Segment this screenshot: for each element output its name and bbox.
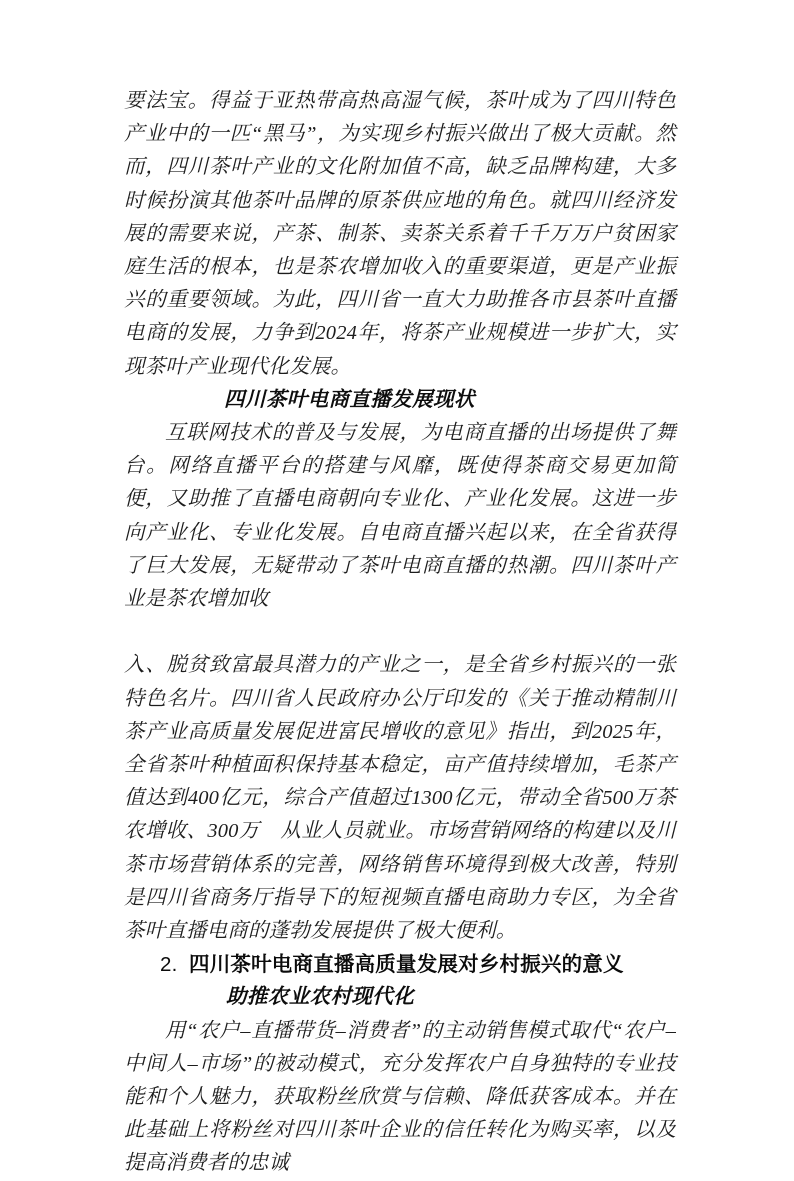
paragraph-internet-livestream-development: 互联网技术的普及与发展，为电商直播的出场提供了舞台。网络直播平台的搭建与风靡，既使得茶商交易更加简便，又助推了直播电商朝向专业化、产业化发展。这进一步向产业化、专业化发展。自电商直播兴起以来，在全省获得了巨大发展，无疑带动了茶叶电商直播的热潮。四川茶叶产业是茶农增加收 [124, 422, 676, 611]
paragraph-spacer [124, 616, 676, 649]
document-text-column [124, 85, 676, 1181]
heading-numbered-significance [124, 948, 676, 981]
paragraph-continuation-tea-industry: 要法宝。得益于亚热带高热高湿气候，茶叶成为了四川特色产业中的一匹“黑马”，为实现乡村振兴做出了极大贡献。然而，四川茶叶产业的文化附加值不高，缺乏品牌构建，大多时候扮演其他茶叶品牌的原茶供应地的角色。就四川经济发展的需要来说，产茶、制茶、卖茶关系着千千万万户贫困家庭生活的根本，也是茶农增加收入的重要渠道，更是产业振兴的重要领域。为此，四川省一直大力助推各市县茶叶直播电商的发展，力争到2024年，将茶产业规模进一步扩大，实现茶叶产业现代化发展。 [124, 90, 676, 378]
paragraph-farmer-livestream-model: 用“农户–直播带货–消费者”的主动销售模式取代“农户–中间人–市场”的被动模式，充分发挥农户自身独特的专业技能和个人魅力，获取粉丝欣赏与信赖、降低获客成本。并在此基础上将粉丝对四川茶叶企业的信任转化为购买率，以及提高消费者的忠诚 [124, 1019, 676, 1175]
heading-number: 2. [160, 953, 178, 977]
heading-live-commerce-status: 四川茶叶电商直播发展现状 [224, 388, 475, 411]
heading-agricultural-modernization: 助推农业农村现代化 [226, 986, 415, 1009]
heading-number-label: 四川茶叶电商直播高质量发展对乡村振兴的意义 [189, 953, 624, 977]
paragraph-policy-targets: 入、脱贫致富最具潜力的产业之一，是全省乡村振兴的一张特色名片。四川省人民政府办公厅印发的《关于推动精制川茶产业高质量发展促进富民增收的意见》指出，到2025年，全省茶叶种植面积保持基本稳定，亩产值持续增加，毛茶产值达到400亿元，综合产值超过1300亿元，带动全省500万茶农增收、300万 从业人员就业。市场营销网络的构建以及川茶市场营销体系的完善，网络销售环境得到极大改善，特别是四川省商务厅指导下的短视频直播电商助力专区，为全省茶叶直播电商的蓬勃发展提供了极大便利。 [124, 654, 676, 943]
